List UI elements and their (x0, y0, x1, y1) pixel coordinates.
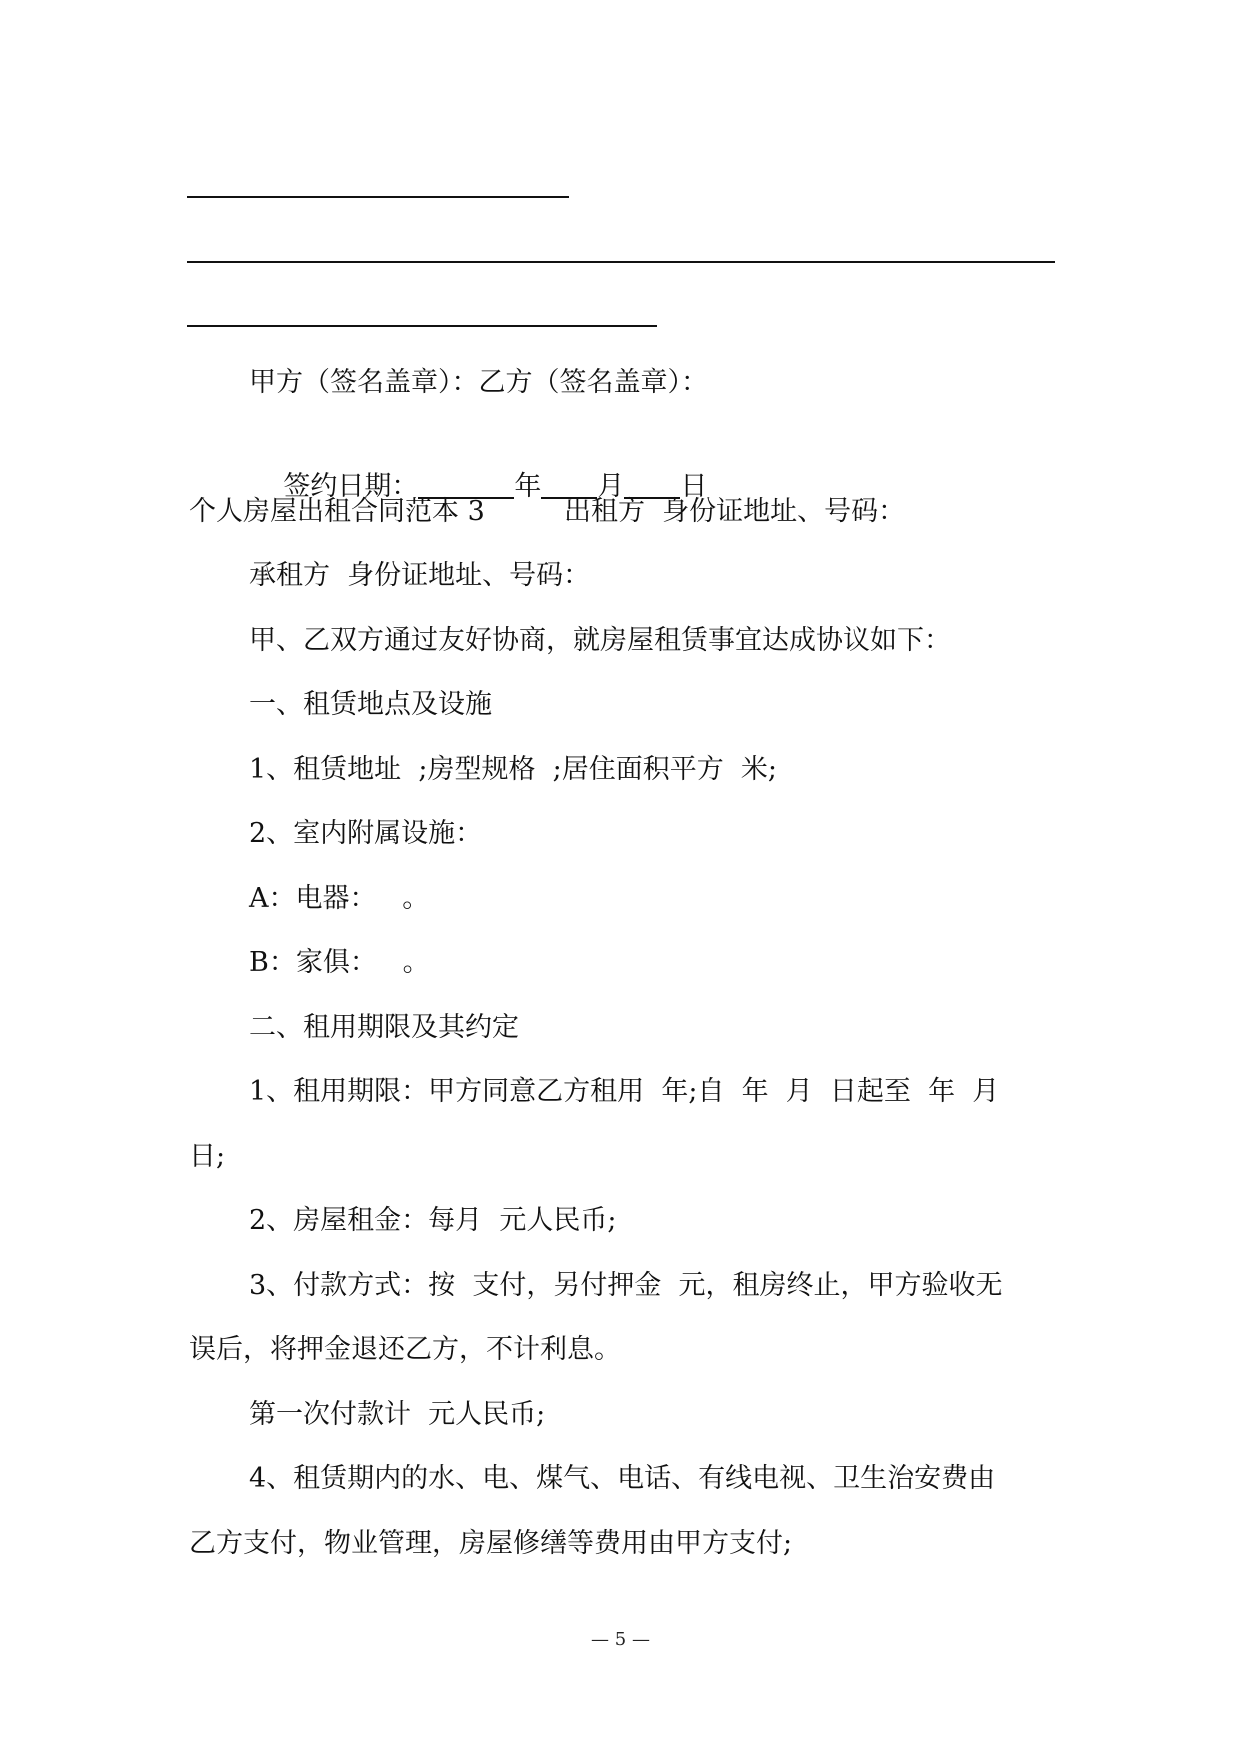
month-label: 月 (597, 471, 625, 502)
contract-heading: 个人房屋出租合同范本 3 (189, 496, 485, 527)
blank-line-2 (187, 261, 1055, 263)
blank-line-3 (187, 325, 657, 327)
blank-line-1 (187, 196, 569, 198)
lessor-line: 出租方 身份证地址、号码： (564, 496, 906, 527)
page-number: — 5 — (591, 1629, 650, 1650)
item-1-1: 1、租赁地址 ;房型规格 ;居住面积平方 米; (249, 754, 777, 785)
item-1-2b: B：家俱： 。 (249, 947, 430, 978)
lessee-line: 承租方 身份证地址、号码： (249, 560, 591, 591)
signature-parties: 甲方（签名盖章）：乙方（签名盖章）： (249, 367, 708, 398)
day-label: 日 (680, 471, 708, 502)
item-1-2: 2、室内附属设施： (249, 818, 483, 849)
first-payment: 第一次付款计 元人民币; (249, 1399, 546, 1430)
section-1-title: 一、租赁地点及设施 (249, 689, 492, 720)
item-2-1-line-2: 日; (189, 1141, 226, 1172)
date-label: 签约日期： (283, 471, 419, 502)
item-2-3-line-2: 误后，将押金退还乙方，不计利息。 (189, 1334, 621, 1365)
item-2-1-line-1: 1、租用期限：甲方同意乙方租用 年;自 年 月 日起至 年 月 (249, 1076, 1000, 1107)
item-2-3-line-1: 3、付款方式：按 支付，另付押金 元，租房终止，甲方验收无 (249, 1270, 1003, 1301)
section-2-title: 二、租用期限及其约定 (249, 1012, 519, 1043)
intro-paragraph: 甲、乙双方通过友好协商，就房屋租赁事宜达成协议如下： (249, 625, 951, 656)
item-2-4-line-1: 4、租赁期内的水、电、煤气、电话、有线电视、卫生治安费由 (249, 1463, 996, 1494)
year-label: 年 (514, 471, 542, 502)
item-2-2: 2、房屋租金：每月 元人民币; (249, 1205, 617, 1236)
item-2-4-line-2: 乙方支付，物业管理，房屋修缮等费用由甲方支付; (189, 1528, 793, 1559)
item-1-2a: A：电器： 。 (249, 883, 430, 914)
